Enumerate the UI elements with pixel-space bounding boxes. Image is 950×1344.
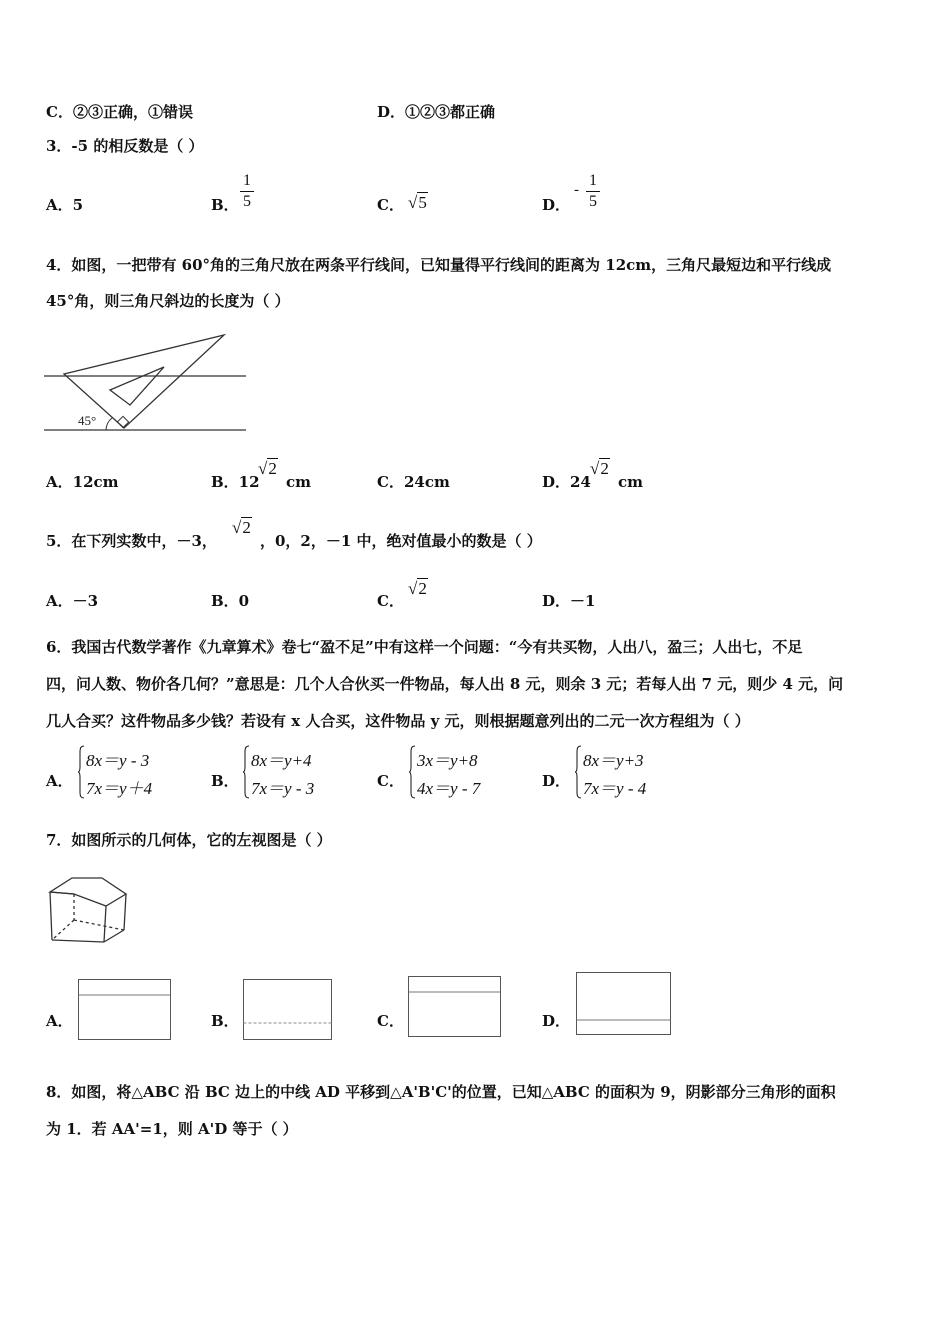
q8-stem-line2: 为 1．若 AA'=1，则 A'D 等于（ ） [46, 1120, 298, 1138]
q4-option-d-sqrt: √2 [590, 459, 609, 478]
radicand: 5 [418, 193, 427, 212]
equation-1: 8x＝y+4 [251, 751, 312, 770]
q4-option-b-sqrt: √2 [258, 459, 277, 478]
q3-option-d-label: D． [542, 196, 571, 214]
q7-option-d-label: D． [542, 1012, 571, 1030]
q6-stem-line1: 6．我国古代数学著作《九章算术》卷七“盈不足”中有这样一个问题：“今有共买物，人出八，盈三；人出七，不足 [46, 638, 803, 656]
q7-option-c-view [408, 976, 502, 1038]
radicand: 2 [418, 579, 427, 598]
equation-2: 7x＝y - 3 [251, 779, 315, 798]
q5-option-b: B．0 [211, 592, 250, 610]
q3-stem: 3．-5 的相反数是（ ） [46, 137, 204, 155]
q4-option-d-unit: cm [618, 473, 644, 491]
q7-stem: 7．如图所示的几何体，它的左视图是（ ） [46, 831, 332, 849]
q6-stem-line3: 几人合买？这件物品多少钱？若设有 x 人合买，这件物品 y 元，则根据题意列出的二元一次方程组为（ ） [46, 712, 750, 730]
q5-stem-sqrt: √2 [232, 518, 251, 537]
brace-icon [243, 745, 249, 799]
fraction-numerator: 1 [589, 172, 597, 189]
brace-icon [78, 745, 84, 799]
q7-solid-figure [46, 872, 132, 946]
equation-2: 4x＝y - 7 [417, 779, 481, 798]
q8-stem-line1: 8．如图，将△ABC 沿 BC 边上的中线 AD 平移到△A'B'C'的位置，已知△ABC 的面积为 9，阴影部分三角形的面积 [46, 1083, 836, 1101]
solid-top-face [50, 878, 126, 906]
q3-option-b-label: B． [211, 196, 239, 214]
fraction-numerator: 1 [243, 172, 251, 189]
q4-stem-line1: 4．如图，一把带有 60°角的三角尺放在两条平行线间，已知量得平行线间的距离为 12cm，三角尺最短边和平行线成 [46, 256, 832, 274]
q7-option-b-label: B． [211, 1012, 239, 1030]
q5-stem-part2: ，0，2，－1 中，绝对值最小的数是（ ） [260, 532, 542, 550]
q2-option-d: D．①②③都正确 [377, 103, 496, 121]
q4-option-b-unit: cm [286, 473, 312, 491]
q4-triangle-ruler-figure [44, 330, 254, 436]
q7-option-c-label: C． [377, 1012, 404, 1030]
q3-option-c-label: C． [377, 196, 404, 214]
q3-option-c-sqrt: √5 [408, 193, 427, 212]
q6-stem-line2: 四，问人数、物价各几何？”意思是：几个人合伙买一件物品，每人出 8 元，则余 3 元；若每人出 7 元，则少 4 元，问 [46, 675, 844, 693]
radicand: 2 [600, 459, 609, 478]
brace-icon [409, 745, 415, 799]
brace-icon [575, 745, 581, 799]
q6-option-a-label: A． [46, 772, 73, 790]
radicand: 2 [268, 459, 277, 478]
q5-option-d: D．－1 [542, 592, 596, 610]
q4-option-d-label: D．24 [542, 473, 591, 491]
q3-option-d-sign: - [574, 182, 579, 198]
q4-option-c: C．24cm [377, 473, 450, 491]
radicand: 2 [242, 518, 251, 537]
q3-option-b-fraction [240, 172, 254, 211]
q2-option-c: C．②③正确，①错误 [46, 103, 193, 121]
angle-label: 45° [78, 413, 97, 428]
q6-option-b-label: B． [211, 772, 239, 790]
fraction-denominator: 5 [243, 193, 251, 210]
q5-option-c-sqrt: √2 [408, 579, 427, 598]
q5-option-c-label: C． [377, 592, 404, 610]
q7-option-d-view [576, 972, 672, 1036]
equation-1: 8x＝y - 3 [86, 751, 150, 770]
triangle-ruler-inner [110, 367, 164, 405]
q5-option-a: A．－3 [46, 592, 99, 610]
q6-option-c-label: C． [377, 772, 404, 790]
q4-stem-line2: 45°角，则三角尺斜边的长度为（ ） [46, 292, 290, 310]
q6-option-d-label: D． [542, 772, 571, 790]
equation-1: 8x＝y+3 [583, 751, 644, 770]
q4-option-a: A．12cm [46, 473, 119, 491]
equation-1: 3x＝y+8 [417, 751, 478, 770]
q7-option-b-view [243, 979, 333, 1041]
q3-option-d-fraction [586, 172, 600, 211]
equation-2: 7x＝y - 4 [583, 779, 647, 798]
angle-arc [106, 418, 112, 430]
q5-stem-part1: 5．在下列实数中，－3， [46, 532, 217, 550]
equation-2: 7x＝y＋4 [86, 779, 153, 798]
q3-option-a: A．5 [46, 196, 84, 214]
q7-option-a-view [78, 979, 172, 1041]
q4-option-b-label: B．12 [211, 473, 260, 491]
fraction-denominator: 5 [589, 193, 597, 210]
q7-option-a-label: A． [46, 1012, 73, 1030]
